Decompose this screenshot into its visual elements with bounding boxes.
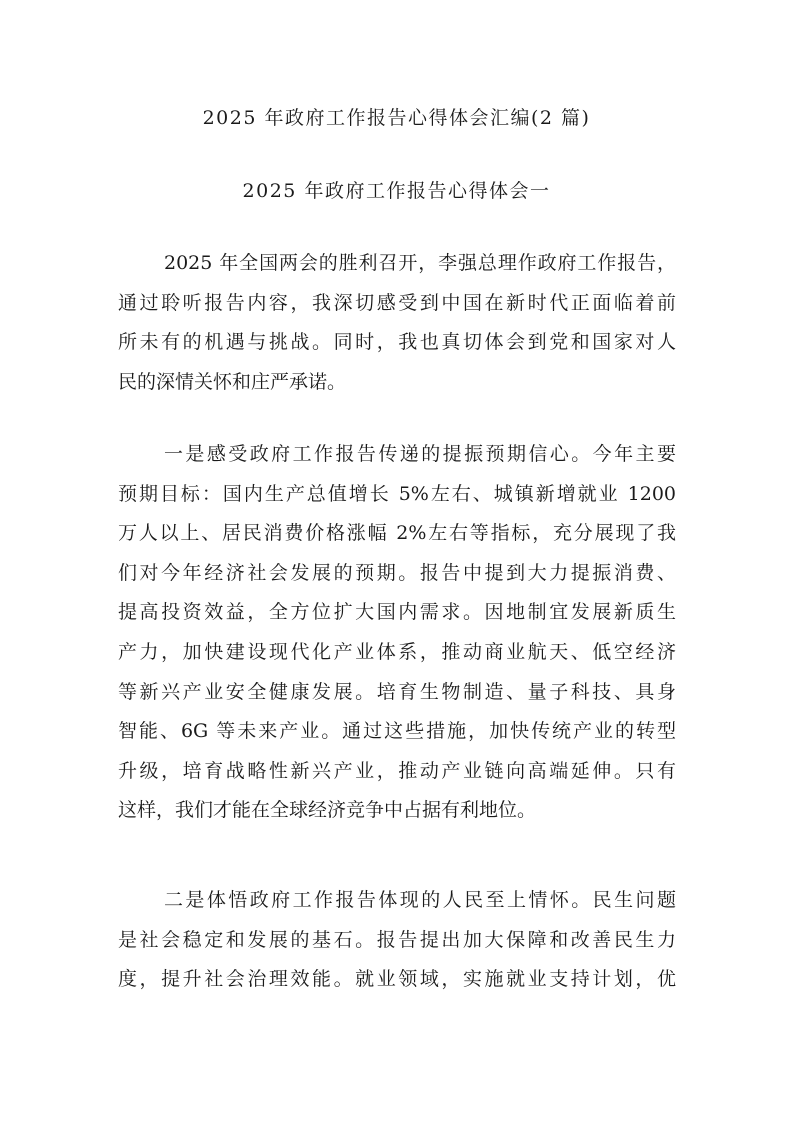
paragraph-line: 等新兴产业安全健康发展。培育生物制造、量子科技、具身	[118, 680, 676, 703]
paragraph-line: 产力，加快建设现代化产业体系，推动商业航天、低空经济	[118, 640, 676, 663]
paragraph-line: 二是体悟政府工作报告体现的人民至上情怀。民生问题	[164, 889, 676, 911]
paragraph-line: 民的深情关怀和庄严承诺。	[118, 370, 347, 393]
paragraph-3	[118, 881, 676, 1000]
paragraph-line: 度，提升社会治理效能。就业领域，实施就业支持计划，优	[118, 968, 676, 991]
paragraph-line: 提高投资效益，全方位扩大国内需求。因地制宜发展新质生	[118, 601, 676, 624]
paragraph-line: 所未有的机遇与挑战。同时，我也真切体会到党和国家对人	[118, 331, 676, 354]
paragraph-line: 升级，培育战略性新兴产业，推动产业链向高端延伸。只有	[118, 759, 676, 782]
paragraph-line: 智能、6G 等未来产业。通过这些措施，加快传统产业的转型	[118, 720, 676, 743]
paragraph-line: 们对今年经济社会发展的预期。报告中提到大力提振消费、	[118, 561, 676, 584]
paragraph-line: 这样，我们才能在全球经济竞争中占据有利地位。	[118, 799, 537, 822]
paragraph-line: 2025 年全国两会的胜利召开，李强总理作政府工作报告，	[164, 252, 676, 274]
paragraph-line: 通过聆听报告内容，我深切感受到中国在新时代正面临着前	[118, 291, 676, 314]
paragraph-line: 万人以上、居民消费价格涨幅 2%左右等指标，充分展现了我	[118, 522, 676, 545]
section-title: 2025 年政府工作报告心得体会一	[242, 180, 551, 202]
paragraph-line: 一是感受政府工作报告传递的提振预期信心。今年主要	[164, 443, 676, 465]
paragraph-line: 是社会稳定和发展的基石。报告提出加大保障和改善民生力	[118, 928, 676, 951]
paragraph-line: 预期目标：国内生产总值增长 5%左右、城镇新增就业 1200	[118, 482, 676, 505]
paragraph-2	[118, 435, 676, 831]
paragraph-1	[118, 244, 676, 402]
document-title: 2025 年政府工作报告心得体会汇编(2 篇)	[202, 107, 591, 129]
